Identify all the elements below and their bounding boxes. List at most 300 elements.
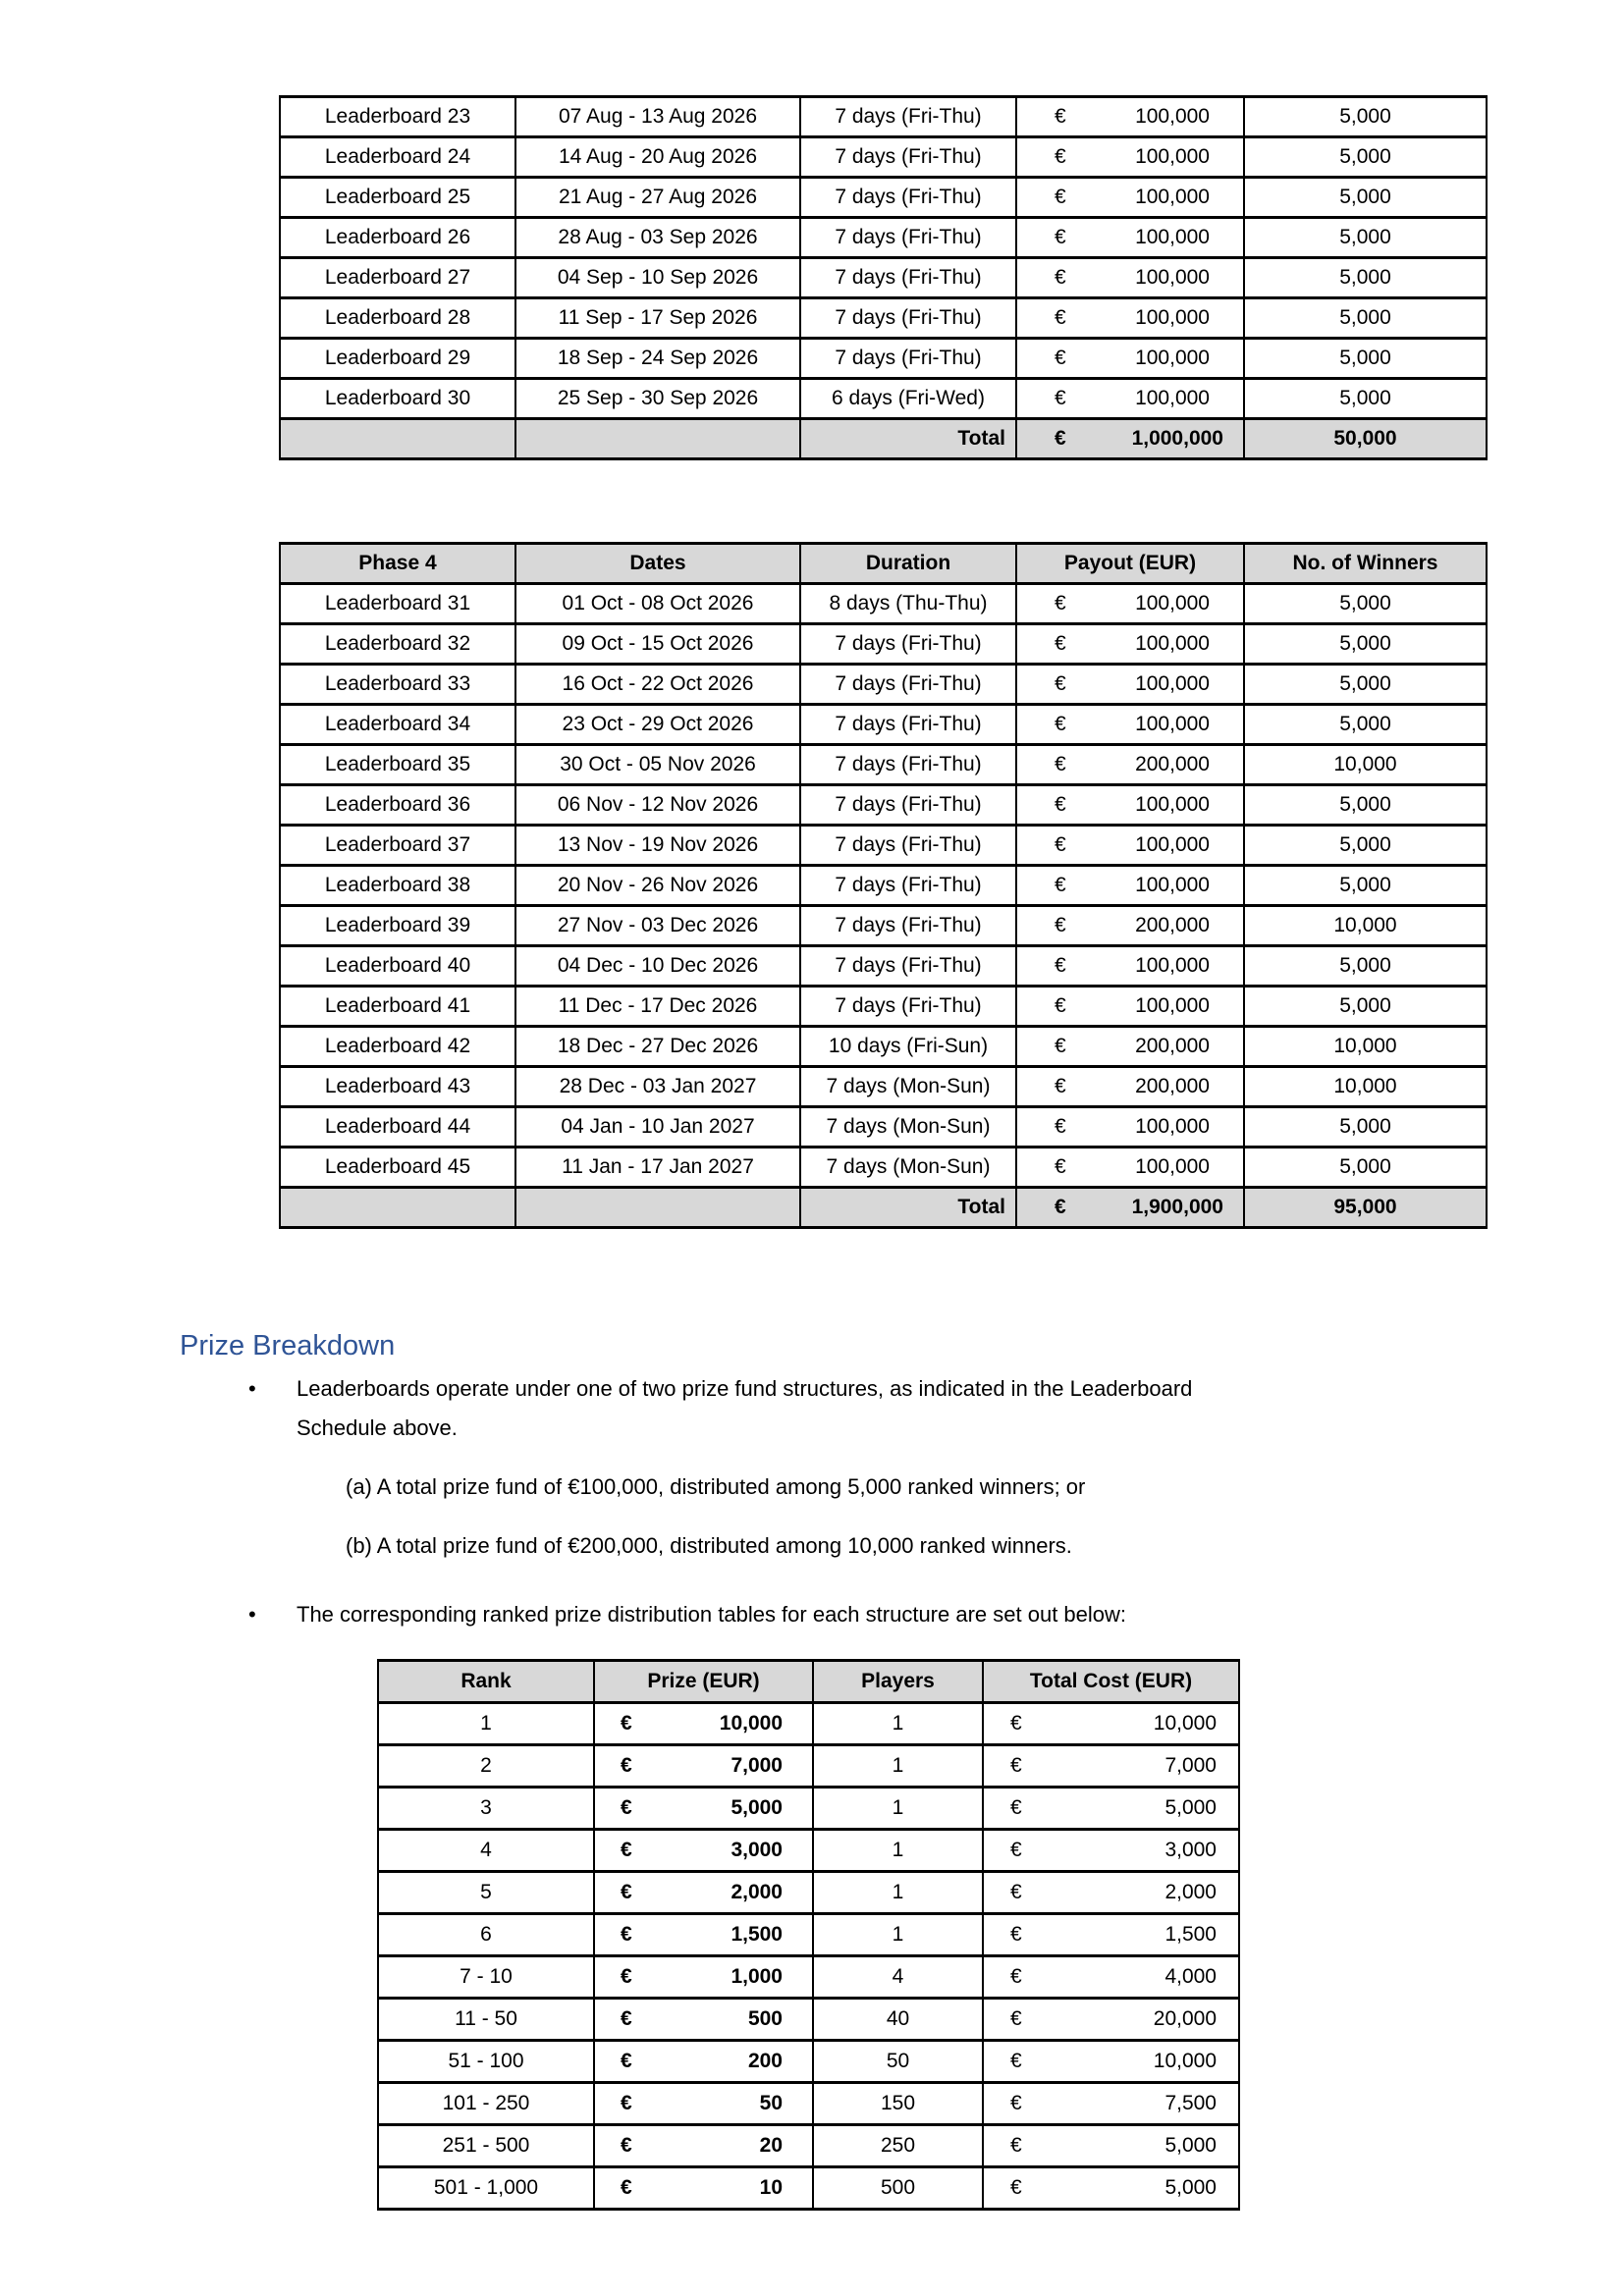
payout-cell <box>1016 745 1244 785</box>
euro-currency-symbol: € <box>621 1712 632 1735</box>
winners-cell: 5,000 <box>1244 866 1487 906</box>
payout-cell <box>1016 946 1244 987</box>
duration-column-header: Duration <box>800 544 1016 584</box>
dates-cell: 04 Dec - 10 Dec 2026 <box>515 946 800 987</box>
payout-cell <box>1016 1027 1244 1067</box>
euro-currency-symbol: € <box>1055 632 1066 655</box>
dates-cell: 18 Sep - 24 Sep 2026 <box>515 339 800 379</box>
total-cost-value: 10,000 <box>1153 2050 1217 2072</box>
schedule-row <box>280 1148 1487 1188</box>
winners-cell: 5,000 <box>1244 218 1487 258</box>
duration-cell: 7 days (Fri-Thu) <box>800 137 1016 178</box>
euro-currency-symbol: € <box>1055 266 1066 289</box>
bullet-icon: • <box>248 1376 256 1401</box>
prize-row <box>378 1830 1239 1872</box>
winners-cell: 5,000 <box>1244 624 1487 665</box>
bullet-text-line: Schedule above. <box>297 1415 458 1440</box>
prize-cell <box>594 2167 813 2210</box>
total-cost-cell <box>983 1872 1239 1914</box>
players-cell: 1 <box>813 1788 983 1830</box>
winners-cell: 10,000 <box>1244 1067 1487 1107</box>
rank-cell: 3 <box>378 1788 594 1830</box>
euro-currency-symbol: € <box>621 2176 632 2199</box>
prize-column-header: Prize (EUR) <box>594 1661 813 1703</box>
payout-value: 100,000 <box>1135 1155 1210 1178</box>
winners-cell: 5,000 <box>1244 137 1487 178</box>
payout-value: 200,000 <box>1135 1075 1210 1097</box>
empty-cell <box>280 1188 515 1228</box>
dates-cell: 13 Nov - 19 Nov 2026 <box>515 826 800 866</box>
payout-value: 100,000 <box>1135 874 1210 896</box>
empty-cell <box>280 419 515 459</box>
duration-cell: 7 days (Fri-Thu) <box>800 97 1016 137</box>
payout-value: 200,000 <box>1135 914 1210 936</box>
players-cell: 50 <box>813 2041 983 2083</box>
winners-cell: 5,000 <box>1244 987 1487 1027</box>
schedule-row <box>280 1107 1487 1148</box>
schedule-row <box>280 1067 1487 1107</box>
rank-cell: 5 <box>378 1872 594 1914</box>
duration-cell: 7 days (Fri-Thu) <box>800 705 1016 745</box>
leaderboard-name-cell: Leaderboard 38 <box>280 866 515 906</box>
prize-row <box>378 2041 1239 2083</box>
prize-breakdown-heading: Prize Breakdown <box>180 1330 396 1362</box>
payout-value: 100,000 <box>1135 387 1210 409</box>
payout-value: 100,000 <box>1135 632 1210 655</box>
dates-cell: 14 Aug - 20 Aug 2026 <box>515 137 800 178</box>
winners-cell: 5,000 <box>1244 379 1487 419</box>
payout-cell <box>1016 785 1244 826</box>
dates-cell: 11 Sep - 17 Sep 2026 <box>515 298 800 339</box>
duration-cell: 7 days (Fri-Thu) <box>800 745 1016 785</box>
total-cost-cell <box>983 1745 1239 1788</box>
players-cell: 1 <box>813 1830 983 1872</box>
payout-cell <box>1016 1148 1244 1188</box>
duration-cell: 7 days (Fri-Thu) <box>800 826 1016 866</box>
total-cost-cell <box>983 2167 1239 2210</box>
leaderboard-name-cell: Leaderboard 35 <box>280 745 515 785</box>
leaderboard-name-cell: Leaderboard 40 <box>280 946 515 987</box>
leaderboard-name-cell: Leaderboard 39 <box>280 906 515 946</box>
phase4-total-row <box>280 1188 1487 1228</box>
euro-currency-symbol: € <box>621 1881 632 1903</box>
total-cost-cell <box>983 1999 1239 2041</box>
winners-column-header: No. of Winners <box>1244 544 1487 584</box>
rank-cell: 251 - 500 <box>378 2125 594 2167</box>
total-cost-value: 2,000 <box>1164 1881 1217 1903</box>
bullet-paragraph-tables <box>248 1595 1126 1634</box>
schedule-row <box>280 379 1487 419</box>
dates-cell: 11 Jan - 17 Jan 2027 <box>515 1148 800 1188</box>
euro-currency-symbol: € <box>621 2007 632 2030</box>
payout-cell <box>1016 178 1244 218</box>
euro-currency-symbol: € <box>1055 954 1066 977</box>
duration-cell: 7 days (Fri-Thu) <box>800 218 1016 258</box>
option-a-text: (a) A total prize fund of €100,000, distributed among 5,000 ranked winners; or <box>346 1474 1086 1499</box>
euro-currency-symbol: € <box>1010 2007 1022 2030</box>
leaderboard-name-cell: Leaderboard 44 <box>280 1107 515 1148</box>
prize-table-header-row <box>378 1661 1239 1703</box>
players-cell: 500 <box>813 2167 983 2210</box>
total-cost-cell <box>983 2083 1239 2125</box>
schedule-total-row <box>280 419 1487 459</box>
euro-currency-symbol: € <box>1010 1796 1022 1819</box>
winners-cell: 5,000 <box>1244 826 1487 866</box>
duration-cell: 7 days (Fri-Thu) <box>800 906 1016 946</box>
winners-cell: 5,000 <box>1244 339 1487 379</box>
schedule-row <box>280 987 1487 1027</box>
phase4-schedule-table <box>279 542 1488 1229</box>
prize-row <box>378 1872 1239 1914</box>
euro-currency-symbol: € <box>1055 387 1066 409</box>
euro-currency-symbol: € <box>1055 874 1066 896</box>
dates-cell: 30 Oct - 05 Nov 2026 <box>515 745 800 785</box>
duration-cell: 6 days (Fri-Wed) <box>800 379 1016 419</box>
dates-cell: 28 Dec - 03 Jan 2027 <box>515 1067 800 1107</box>
prize-cell <box>594 1999 813 2041</box>
schedule-row <box>280 584 1487 624</box>
rank-cell: 51 - 100 <box>378 2041 594 2083</box>
players-cell: 1 <box>813 1872 983 1914</box>
prize-cell <box>594 1745 813 1788</box>
dates-cell: 11 Dec - 17 Dec 2026 <box>515 987 800 1027</box>
payout-value: 100,000 <box>1135 713 1210 735</box>
duration-cell: 7 days (Mon-Sun) <box>800 1148 1016 1188</box>
euro-currency-symbol: € <box>621 2134 632 2157</box>
euro-currency-symbol: € <box>1010 2050 1022 2072</box>
payout-cell <box>1016 826 1244 866</box>
total-label: Total <box>800 419 1016 459</box>
euro-currency-symbol: € <box>621 1754 632 1777</box>
payout-value: 100,000 <box>1135 105 1210 128</box>
leaderboard-name-cell: Leaderboard 29 <box>280 339 515 379</box>
leaderboard-name-cell: Leaderboard 45 <box>280 1148 515 1188</box>
euro-currency-symbol: € <box>1010 1754 1022 1777</box>
winners-cell: 10,000 <box>1244 906 1487 946</box>
prize-value: 10,000 <box>719 1712 783 1735</box>
schedule-row <box>280 705 1487 745</box>
winners-cell: 5,000 <box>1244 298 1487 339</box>
winners-cell: 5,000 <box>1244 258 1487 298</box>
total-cost-value: 5,000 <box>1164 1796 1217 1819</box>
prize-row <box>378 1999 1239 2041</box>
euro-currency-symbol: € <box>621 1796 632 1819</box>
schedule-row <box>280 826 1487 866</box>
players-cell: 4 <box>813 1956 983 1999</box>
schedule-row <box>280 1027 1487 1067</box>
total-cost-cell <box>983 2125 1239 2167</box>
players-cell: 1 <box>813 1745 983 1788</box>
prize-row <box>378 1956 1239 1999</box>
winners-cell: 5,000 <box>1244 946 1487 987</box>
euro-currency-symbol: € <box>621 1839 632 1861</box>
prize-value: 10 <box>759 2176 783 2199</box>
total-cost-value: 1,500 <box>1164 1923 1217 1946</box>
euro-currency-symbol: € <box>1010 1881 1022 1903</box>
winners-cell: 5,000 <box>1244 705 1487 745</box>
winners-cell: 5,000 <box>1244 785 1487 826</box>
euro-currency-symbol: € <box>1055 347 1066 369</box>
duration-cell: 7 days (Fri-Thu) <box>800 785 1016 826</box>
prize-cell <box>594 1914 813 1956</box>
schedule-row <box>280 906 1487 946</box>
prize-cell <box>594 1788 813 1830</box>
total-cost-cell <box>983 2041 1239 2083</box>
duration-cell: 7 days (Fri-Thu) <box>800 178 1016 218</box>
total-cost-value: 7,500 <box>1164 2092 1217 2114</box>
total-cost-column-header: Total Cost (EUR) <box>983 1661 1239 1703</box>
prize-row <box>378 1745 1239 1788</box>
payout-cell <box>1016 1107 1244 1148</box>
total-cost-value: 5,000 <box>1164 2176 1217 2199</box>
payout-cell <box>1016 1067 1244 1107</box>
euro-currency-symbol: € <box>1010 2176 1022 2199</box>
payout-cell <box>1016 705 1244 745</box>
euro-currency-symbol: € <box>1055 105 1066 128</box>
schedule-row <box>280 866 1487 906</box>
duration-cell: 7 days (Fri-Thu) <box>800 258 1016 298</box>
players-column-header: Players <box>813 1661 983 1703</box>
dates-cell: 27 Nov - 03 Dec 2026 <box>515 906 800 946</box>
dates-cell: 18 Dec - 27 Dec 2026 <box>515 1027 800 1067</box>
euro-currency-symbol: € <box>1055 145 1066 168</box>
schedule-row <box>280 745 1487 785</box>
euro-currency-symbol: € <box>1055 186 1066 208</box>
leaderboard-name-cell: Leaderboard 30 <box>280 379 515 419</box>
bullet-paragraph-structures <box>248 1369 1192 1448</box>
total-payout-value: 1,900,000 <box>1131 1196 1223 1218</box>
prize-row <box>378 2167 1239 2210</box>
schedule-row <box>280 946 1487 987</box>
euro-currency-symbol: € <box>1055 427 1066 450</box>
phase-column-header: Phase 4 <box>280 544 515 584</box>
total-cost-value: 7,000 <box>1164 1754 1217 1777</box>
dates-cell: 04 Sep - 10 Sep 2026 <box>515 258 800 298</box>
payout-cell <box>1016 866 1244 906</box>
leaderboard-name-cell: Leaderboard 41 <box>280 987 515 1027</box>
winners-cell: 5,000 <box>1244 1107 1487 1148</box>
euro-currency-symbol: € <box>1010 1923 1022 1946</box>
dates-cell: 28 Aug - 03 Sep 2026 <box>515 218 800 258</box>
euro-currency-symbol: € <box>1055 914 1066 936</box>
payout-value: 100,000 <box>1135 306 1210 329</box>
leaderboard-name-cell: Leaderboard 42 <box>280 1027 515 1067</box>
total-cost-value: 10,000 <box>1153 1712 1217 1735</box>
duration-cell: 7 days (Fri-Thu) <box>800 624 1016 665</box>
prize-value: 1,000 <box>731 1965 783 1988</box>
total-cost-cell <box>983 1830 1239 1872</box>
dates-cell: 01 Oct - 08 Oct 2026 <box>515 584 800 624</box>
prize-row <box>378 1914 1239 1956</box>
rank-cell: 101 - 250 <box>378 2083 594 2125</box>
total-cost-value: 4,000 <box>1164 1965 1217 1988</box>
schedule-row <box>280 218 1487 258</box>
leaderboard-name-cell: Leaderboard 24 <box>280 137 515 178</box>
euro-currency-symbol: € <box>1055 1075 1066 1097</box>
euro-currency-symbol: € <box>1055 1155 1066 1178</box>
payout-cell <box>1016 258 1244 298</box>
dates-cell: 07 Aug - 13 Aug 2026 <box>515 97 800 137</box>
duration-cell: 7 days (Fri-Thu) <box>800 298 1016 339</box>
winners-cell: 5,000 <box>1244 97 1487 137</box>
dates-cell: 16 Oct - 22 Oct 2026 <box>515 665 800 705</box>
prize-row <box>378 2125 1239 2167</box>
prize-value: 200 <box>747 2050 783 2072</box>
payout-value: 100,000 <box>1135 994 1210 1017</box>
dates-cell: 23 Oct - 29 Oct 2026 <box>515 705 800 745</box>
payout-value: 200,000 <box>1135 753 1210 775</box>
total-winners-cell: 50,000 <box>1244 419 1487 459</box>
payout-value: 100,000 <box>1135 592 1210 614</box>
payout-cell <box>1016 137 1244 178</box>
prize-cell <box>594 2041 813 2083</box>
euro-currency-symbol: € <box>621 2050 632 2072</box>
winners-cell: 10,000 <box>1244 745 1487 785</box>
euro-currency-symbol: € <box>1055 226 1066 248</box>
total-payout-cell <box>1016 419 1244 459</box>
leaderboard-name-cell: Leaderboard 28 <box>280 298 515 339</box>
schedule-table-continued <box>279 95 1488 460</box>
total-cost-value: 5,000 <box>1164 2134 1217 2157</box>
total-winners-cell: 95,000 <box>1244 1188 1487 1228</box>
leaderboard-name-cell: Leaderboard 34 <box>280 705 515 745</box>
dates-cell: 20 Nov - 26 Nov 2026 <box>515 866 800 906</box>
euro-currency-symbol: € <box>1010 2092 1022 2114</box>
total-payout-value: 1,000,000 <box>1131 427 1223 450</box>
euro-currency-symbol: € <box>1010 1712 1022 1735</box>
payout-value: 100,000 <box>1135 833 1210 856</box>
euro-currency-symbol: € <box>1010 1839 1022 1861</box>
dates-cell: 25 Sep - 30 Sep 2026 <box>515 379 800 419</box>
winners-cell: 5,000 <box>1244 665 1487 705</box>
duration-cell: 7 days (Fri-Thu) <box>800 946 1016 987</box>
schedule-row <box>280 258 1487 298</box>
prize-value: 20 <box>759 2134 783 2157</box>
players-cell: 1 <box>813 1703 983 1745</box>
payout-value: 100,000 <box>1135 1115 1210 1138</box>
total-cost-cell <box>983 1703 1239 1745</box>
prize-cell <box>594 2125 813 2167</box>
payout-value: 100,000 <box>1135 672 1210 695</box>
prize-cell <box>594 1830 813 1872</box>
rank-column-header: Rank <box>378 1661 594 1703</box>
prize-cell <box>594 2083 813 2125</box>
euro-currency-symbol: € <box>1055 994 1066 1017</box>
empty-cell <box>515 419 800 459</box>
schedule-row <box>280 665 1487 705</box>
dates-cell: 21 Aug - 27 Aug 2026 <box>515 178 800 218</box>
prize-value: 5,000 <box>731 1796 783 1819</box>
payout-cell <box>1016 379 1244 419</box>
euro-currency-symbol: € <box>1055 1115 1066 1138</box>
total-cost-cell <box>983 1914 1239 1956</box>
payout-cell <box>1016 298 1244 339</box>
schedule-row <box>280 178 1487 218</box>
prize-distribution-table <box>377 1659 1240 2211</box>
total-cost-value: 3,000 <box>1164 1839 1217 1861</box>
players-cell: 40 <box>813 1999 983 2041</box>
leaderboard-name-cell: Leaderboard 36 <box>280 785 515 826</box>
duration-cell: 7 days (Fri-Thu) <box>800 987 1016 1027</box>
payout-cell <box>1016 665 1244 705</box>
rank-cell: 6 <box>378 1914 594 1956</box>
payout-value: 100,000 <box>1135 145 1210 168</box>
rank-cell: 7 - 10 <box>378 1956 594 1999</box>
duration-cell: 7 days (Fri-Thu) <box>800 866 1016 906</box>
dates-cell: 06 Nov - 12 Nov 2026 <box>515 785 800 826</box>
leaderboard-name-cell: Leaderboard 33 <box>280 665 515 705</box>
bullet-text-line: The corresponding ranked prize distribution tables for each structure are set out below: <box>297 1602 1127 1627</box>
euro-currency-symbol: € <box>1055 672 1066 695</box>
euro-currency-symbol: € <box>1055 306 1066 329</box>
leaderboard-name-cell: Leaderboard 43 <box>280 1067 515 1107</box>
euro-currency-symbol: € <box>1055 592 1066 614</box>
prize-cell <box>594 1872 813 1914</box>
total-cost-value: 20,000 <box>1153 2007 1217 2030</box>
rank-cell: 4 <box>378 1830 594 1872</box>
rank-cell: 501 - 1,000 <box>378 2167 594 2210</box>
prize-cell <box>594 1956 813 1999</box>
payout-cell <box>1016 906 1244 946</box>
euro-currency-symbol: € <box>621 1965 632 1988</box>
schedule-row <box>280 624 1487 665</box>
payout-value: 200,000 <box>1135 1035 1210 1057</box>
duration-cell: 7 days (Mon-Sun) <box>800 1067 1016 1107</box>
prize-row <box>378 2083 1239 2125</box>
payout-value: 100,000 <box>1135 793 1210 816</box>
leaderboard-name-cell: Leaderboard 25 <box>280 178 515 218</box>
prize-value: 1,500 <box>731 1923 783 1946</box>
duration-cell: 7 days (Mon-Sun) <box>800 1107 1016 1148</box>
euro-currency-symbol: € <box>1055 1196 1066 1218</box>
rank-cell: 11 - 50 <box>378 1999 594 2041</box>
schedule-row <box>280 298 1487 339</box>
prize-row <box>378 1788 1239 1830</box>
schedule-row <box>280 339 1487 379</box>
payout-cell <box>1016 624 1244 665</box>
schedule-row <box>280 785 1487 826</box>
payout-value: 100,000 <box>1135 266 1210 289</box>
euro-currency-symbol: € <box>621 2092 632 2114</box>
duration-cell: 7 days (Fri-Thu) <box>800 339 1016 379</box>
rank-cell: 1 <box>378 1703 594 1745</box>
duration-cell: 8 days (Thu-Thu) <box>800 584 1016 624</box>
payout-cell <box>1016 987 1244 1027</box>
players-cell: 250 <box>813 2125 983 2167</box>
winners-cell: 5,000 <box>1244 178 1487 218</box>
dates-cell: 04 Jan - 10 Jan 2027 <box>515 1107 800 1148</box>
duration-cell: 10 days (Fri-Sun) <box>800 1027 1016 1067</box>
euro-currency-symbol: € <box>1010 2134 1022 2157</box>
prize-value: 7,000 <box>731 1754 783 1777</box>
leaderboard-name-cell: Leaderboard 26 <box>280 218 515 258</box>
payout-value: 100,000 <box>1135 347 1210 369</box>
leaderboard-name-cell: Leaderboard 32 <box>280 624 515 665</box>
prize-value: 500 <box>747 2007 783 2030</box>
euro-currency-symbol: € <box>1055 713 1066 735</box>
schedule-row <box>280 97 1487 137</box>
payout-column-header: Payout (EUR) <box>1016 544 1244 584</box>
bullet-icon: • <box>248 1602 256 1627</box>
payout-cell <box>1016 584 1244 624</box>
players-cell: 150 <box>813 2083 983 2125</box>
payout-value: 100,000 <box>1135 226 1210 248</box>
euro-currency-symbol: € <box>621 1923 632 1946</box>
dates-cell: 09 Oct - 15 Oct 2026 <box>515 624 800 665</box>
leaderboard-name-cell: Leaderboard 31 <box>280 584 515 624</box>
dates-column-header: Dates <box>515 544 800 584</box>
payout-value: 100,000 <box>1135 954 1210 977</box>
